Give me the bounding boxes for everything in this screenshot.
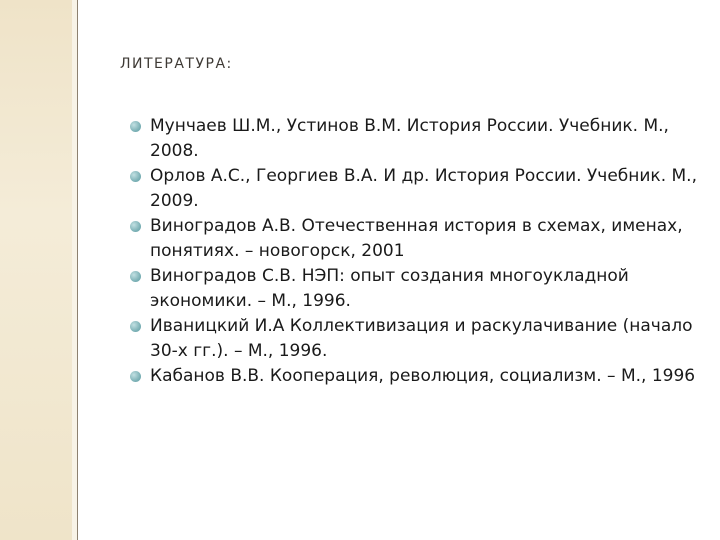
list-item [130, 164, 710, 214]
bullet-icon [130, 321, 141, 332]
reference-text: Иваницкий И.А Коллективизация и раскулачивание (начало 30-х гг.). – М., 1996. [150, 316, 693, 361]
list-item [130, 364, 710, 389]
reference-text: Мунчаев Ш.М., Устинов В.М. История России. Учебник. М., 2008. [150, 116, 669, 161]
bullet-icon [130, 271, 141, 282]
slide-title: ЛИТЕРАТУРА: [120, 56, 233, 72]
list-item [130, 114, 710, 164]
references-list [130, 114, 710, 389]
decorative-left-band [0, 0, 72, 540]
list-item [130, 214, 710, 264]
reference-text: Орлов А.С., Георгиев В.А. И др. История России. Учебник. М., 2009. [150, 166, 697, 211]
list-item [130, 264, 710, 314]
vertical-divider [77, 0, 78, 540]
reference-text: Виноградов С.В. НЭП: опыт создания многоукладной экономики. – М., 1996. [150, 266, 629, 311]
bullet-icon [130, 221, 141, 232]
bullet-icon [130, 121, 141, 132]
bullet-icon [130, 371, 141, 382]
reference-text: Виноградов А.В. Отечественная история в схемах, именах, понятиях. – новогорск, 2001 [150, 216, 683, 261]
list-item [130, 314, 710, 364]
bullet-icon [130, 171, 141, 182]
reference-text: Кабанов В.В. Кооперация, революция, социализм. – М., 1996 [150, 366, 696, 386]
